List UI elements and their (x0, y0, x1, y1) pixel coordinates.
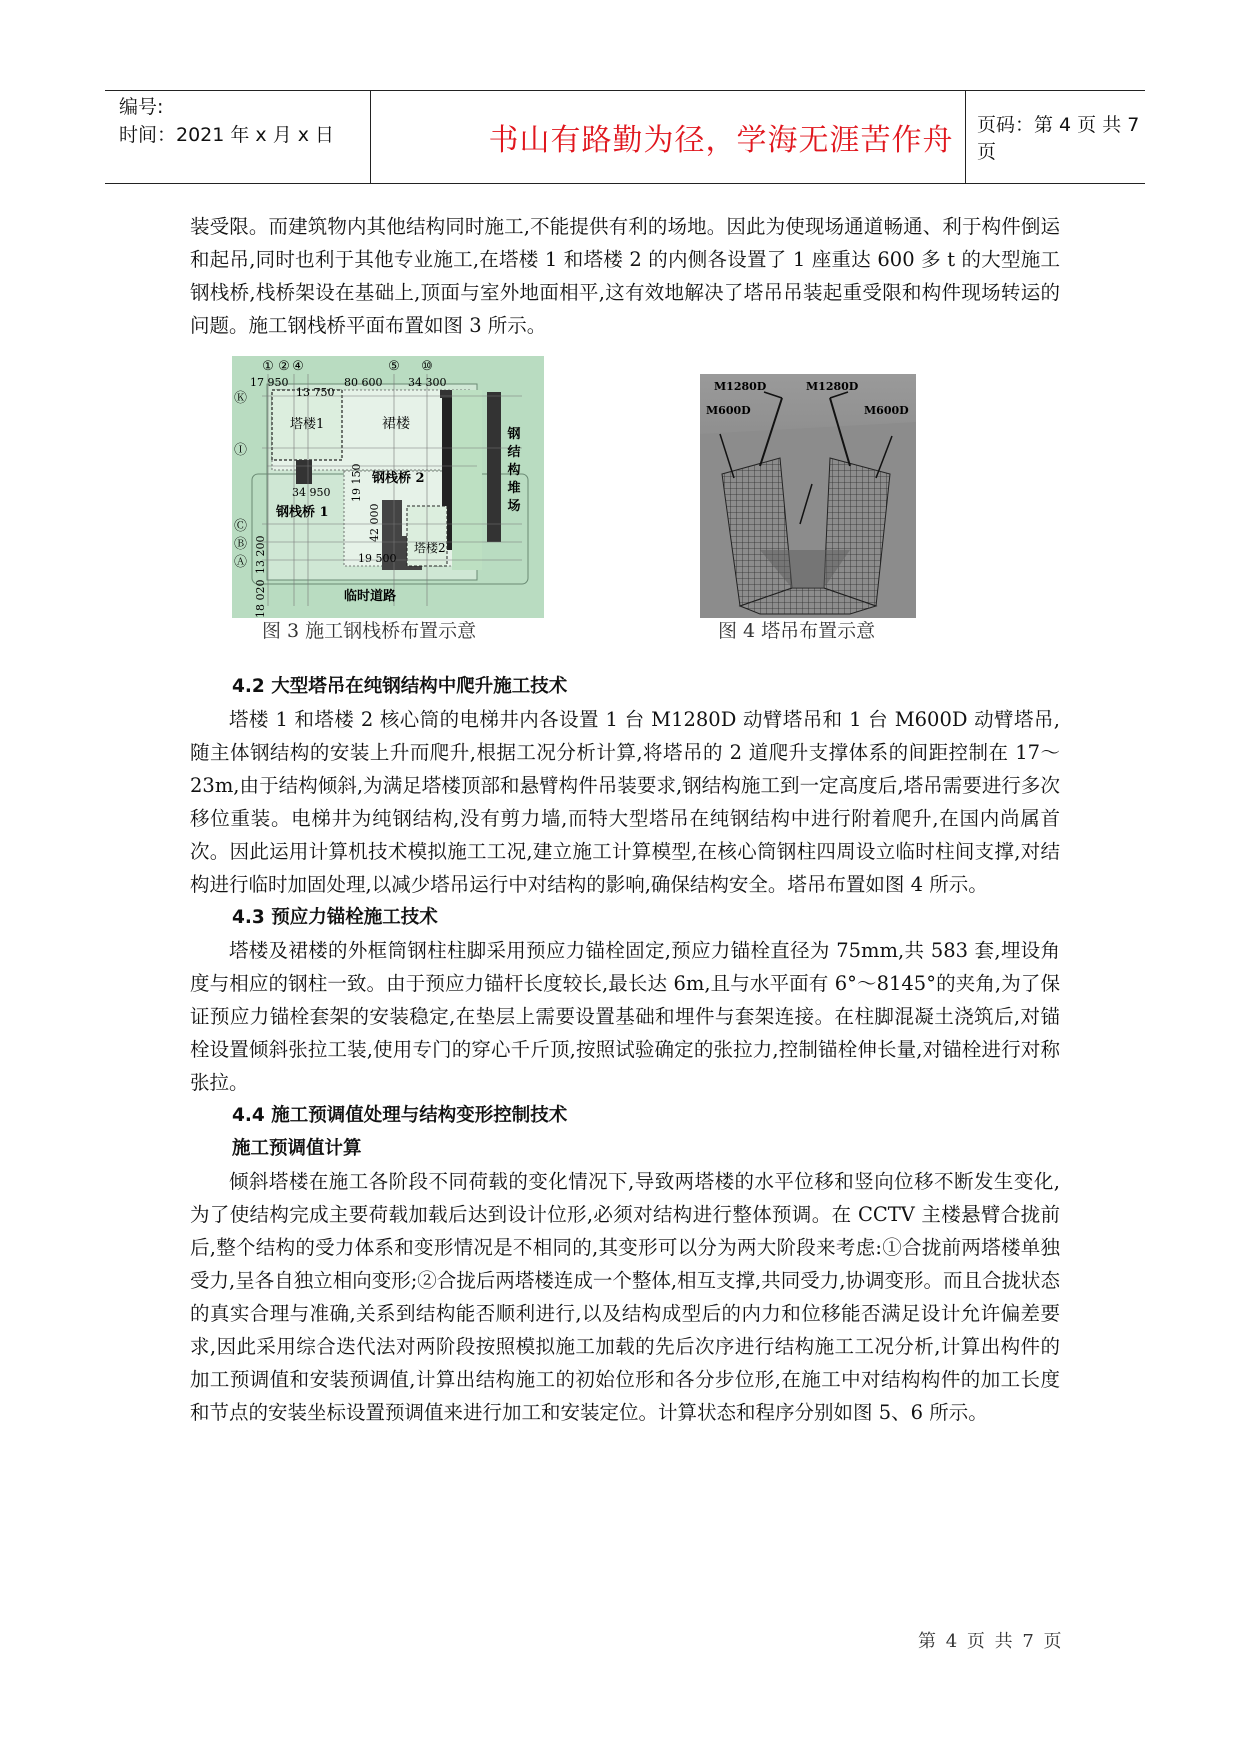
dim-label: 80 600 (344, 376, 383, 389)
paragraph-1: 装受限。而建筑物内其他结构同时施工,不能提供有利的场地。因此为使现场通道畅通、利于构件倒运和起吊,同时也利于其他专业施工,在塔楼 1 和塔楼 2 的内侧各设置了 1 座重达 600 多 t 的大型施工钢栈桥,栈桥架设在基础上,顶面与室外地面相平,这有效地解决了塔吊吊装起重受限和构件现场转运的问题。施工钢栈桥平面布置如图 3 所示。 (190, 215, 1060, 337)
page-header (105, 90, 1145, 184)
figure-4-render (700, 374, 916, 618)
doc-number: 编号: (119, 96, 164, 118)
dim-label: 34 950 (292, 486, 331, 499)
axis-top-label: ② (278, 359, 290, 374)
label-bridge-2: 钢栈桥 2 (372, 471, 425, 486)
label-yard-char: 钢 (507, 427, 521, 442)
label-crane-m600d-left: M600D (706, 404, 751, 417)
figure-3-plan (232, 356, 544, 618)
axis-top-label: ① (262, 359, 274, 374)
header-divider (965, 91, 966, 183)
axis-left-label: Ⓑ (234, 537, 248, 552)
figure-3-caption: 图 3 施工钢栈桥布置示意 (262, 620, 477, 642)
label-crane-m1280d-left: M1280D (714, 380, 767, 393)
label-podium: 裙楼 (382, 416, 410, 432)
header-motto: 书山有路勤为径，学海无涯苦作舟 (488, 123, 954, 158)
axis-left-label: Ⓘ (234, 443, 248, 458)
label-yard-char: 构 (507, 463, 521, 478)
axis-left-label: Ⓚ (234, 391, 248, 406)
figure-4-caption: 图 4 塔吊布置示意 (718, 620, 876, 642)
header-meta (119, 93, 369, 149)
paragraph-4-4: 倾斜塔楼在施工各阶段不同荷载的变化情况下,导致两塔楼的水平位移和竖向位移不断发生变化,为了使结构完成主要荷载加载后达到设计位形,必须对结构进行整体预调。在 CCTV 主楼悬臂合拢前后,整个结构的受力体系和变形情况是不相同的,其变形可以分为两大阶段来考虑:①合拢前两塔楼单独受力,呈各自独立相向变形;②合拢后两塔楼连成一个整体,相互支撑,共同受力,协调变形。而且合拢状态的真实合理与准确,关系到结构能否顺利进行,以及结构成型后的内力和位移能否满足设计允许偏差要求,因此采用综合迭代法对两阶段按照模拟施工加载的先后次序进行结构施工工况分析,计算出构件的加工预调值和安装预调值,计算出结构施工的初始位形和各分步位形,在施工中对结构构件的加工长度和节点的安装坐标设置预调值来进行加工和安装定位。计算状态和程序分别如图 5、6 所示。 (190, 1170, 1060, 1424)
label-yard-char: 场 (507, 499, 521, 514)
heading-4-2: 4.2 大型塔吊在纯钢结构中爬升施工技术 (232, 676, 568, 697)
dim-label: 19 500 (358, 552, 397, 565)
label-temp-road: 临时道路 (344, 589, 397, 604)
label-yard-char: 堆 (507, 481, 521, 496)
intro-section (190, 210, 1060, 342)
label-bridge-1: 钢栈桥 1 (276, 505, 329, 520)
axis-top-label: ⑩ (421, 359, 433, 374)
axis-top-label: ④ (292, 359, 304, 374)
figure-3 (232, 356, 544, 618)
axis-left-label: Ⓒ (234, 519, 248, 534)
main-section (190, 670, 1060, 1429)
axis-left-label: Ⓐ (234, 555, 248, 570)
heading-4-4: 4.4 施工预调值处理与结构变形控制技术 (232, 1105, 568, 1126)
label-yard-char: 结 (507, 445, 521, 460)
figure-4 (700, 374, 916, 618)
paragraph-4-2: 塔楼 1 和塔楼 2 核心筒的电梯井内各设置 1 台 M1280D 动臂塔吊和 1 台 M600D 动臂塔吊,随主体钢结构的安装上升而爬升,根据工况分析计算,将塔吊的 2 道爬升支撑体系的间距控制在 17～23m,由于结构倾斜,为满足塔楼顶部和悬臂构件吊装要求,钢结构施工到一定高度后,塔吊需要进行多次移位重装。电梯井为纯钢结构,没有剪力墙,而特大型塔吊在纯钢结构中进行附着爬升,在国内尚属首次。因此运用计算机技术模拟施工工况,建立施工计算模型,在核心筒钢柱四周设立临时柱间支撑,对结构进行临时加固处理,以减少塔吊运行中对结构的影响,确保结构安全。塔吊布置如图 4 所示。 (190, 708, 1060, 896)
dim-label: 17 950 (250, 376, 289, 389)
paragraph-4-3: 塔楼及裙楼的外框筒钢柱柱脚采用预应力锚栓固定,预应力锚栓直径为 75mm,共 583 套,埋设角度与相应的钢柱一致。由于预应力锚杆长度较长,最长达 6m,且与水平面有 6°～8145°的夹角,为了保证预应力锚栓套架的安装稳定,在垫层上需要设置基础和埋件与套架连接。在柱脚混凝土浇筑后,对锚栓设置倾斜张拉工装,使用专门的穿心千斤顶,按照试验确定的张拉力,控制锚栓伸长量,对锚栓进行对称张拉。 (190, 939, 1060, 1094)
dim-label: 19 150 (350, 463, 363, 502)
axis-top-label: ⑤ (388, 359, 400, 374)
dim-label: 42 000 (368, 503, 381, 542)
label-tower-1: 塔楼1 (290, 417, 325, 432)
doc-time: 时间：2021 年 x 月 x 日 (119, 124, 335, 146)
heading-4-3: 4.3 预应力锚栓施工技术 (232, 907, 438, 928)
page-footer: 第 4 页 共 7 页 (918, 1631, 1064, 1652)
dim-label: 13 750 (296, 386, 335, 399)
label-tower-2: 塔楼2 (414, 541, 446, 555)
header-divider (370, 91, 371, 183)
dim-label: 13 200 (254, 535, 267, 574)
dim-label: 34 300 (408, 376, 447, 389)
label-crane-m600d-right: M600D (864, 404, 909, 417)
subheading-precamber: 施工预调值计算 (232, 1138, 362, 1159)
dim-label: 18 020 (254, 579, 267, 618)
label-crane-m1280d-right: M1280D (806, 380, 859, 393)
header-page-number: 页码：第 4 页 共 7 页 (977, 114, 1140, 163)
